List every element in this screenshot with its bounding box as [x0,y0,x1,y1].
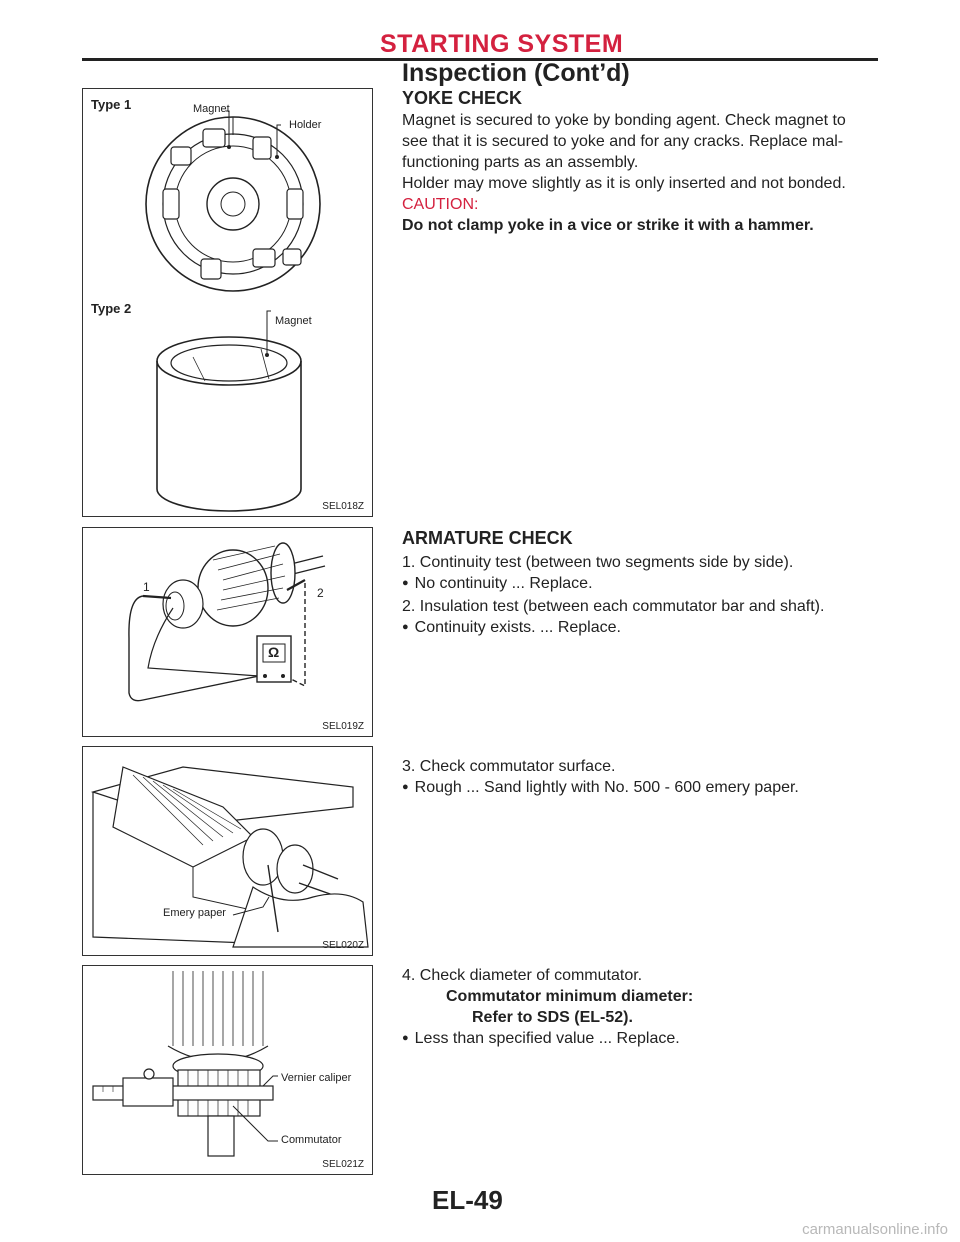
yoke-line: Magnet is secured to yoke by bonding agent. Check magnet to [402,112,846,129]
probe2-label: 2 [317,586,324,600]
figure-caliper [82,965,373,1175]
spec-label: Commutator minimum diameter: [446,988,694,1005]
magnet2-label: Magnet [275,315,312,327]
caliper-label: Vernier caliper [281,1072,352,1084]
emery-illustration [83,747,374,957]
armature-illustration [83,528,374,738]
surface-body [402,756,872,800]
commutator-label: Commutator [281,1134,342,1146]
ohm-icon: Ω [268,644,280,660]
diameter-body [402,965,872,1051]
step-line: 1. Continuity test (between two segments side by side). [402,554,794,571]
holder-label: Holder [289,119,322,131]
bullet-line: ● Continuity exists. ... Replace. [402,617,872,640]
type2-label: Type 2 [91,301,132,316]
caution-text: Do not clamp yoke in a vice or strike it with a hammer. [402,217,814,234]
yoke-body [402,110,872,236]
yoke-line: see that it is secured to yoke and for any cracks. Replace mal- [402,133,844,150]
yoke-heading: YOKE CHECK [402,88,523,108]
figure-id: SEL018Z [322,501,364,512]
section-title: STARTING SYSTEM [380,30,624,58]
figure-armature [82,527,373,737]
figure-emery [82,746,373,956]
step-line: 4. Check diameter of commutator. [402,967,643,984]
magnet-label: Magnet [193,103,230,115]
yoke-line: Holder may move slightly as it is only inserted and not bonded. [402,175,846,192]
armature-heading: ARMATURE CHECK [402,528,573,548]
figure-id: SEL019Z [322,721,364,732]
spec-value: Refer to SDS (EL-52). [472,1009,633,1026]
armature-body [402,552,872,640]
figure-id: SEL020Z [322,940,364,951]
figure-yoke [82,88,373,517]
bullet-line: ● No continuity ... Replace. [402,573,872,596]
yoke-line: functioning parts as an assembly. [402,154,639,171]
type1-label: Type 1 [91,97,132,112]
page-subtitle: Inspection (Cont’d) [402,59,630,87]
emery-label: Emery paper [163,907,226,919]
watermark: carmanualsonline.info [802,1221,948,1238]
page-number: EL-49 [432,1185,503,1215]
figure-id: SEL021Z [322,1159,364,1170]
step-line: 2. Insulation test (between each commutator bar and shaft). [402,598,825,615]
bullet-line: ● Rough ... Sand lightly with No. 500 - 600 emery paper. [402,777,872,800]
probe1-label: 1 [143,580,150,594]
bullet-line: ● Less than specified value ... Replace. [402,1028,872,1051]
step-line: 3. Check commutator surface. [402,758,616,775]
caution-label: CAUTION: [402,196,479,213]
